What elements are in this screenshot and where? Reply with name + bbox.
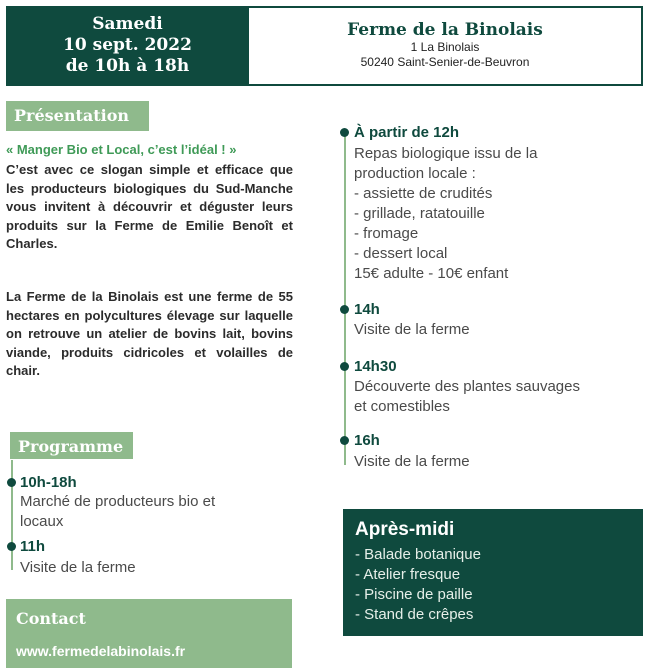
programme-time-2: 11h: [20, 538, 46, 555]
schedule-desc-1-line: - assiette de crudités: [354, 185, 493, 202]
schedule-desc-1-line: production locale :: [354, 165, 476, 182]
schedule-desc-1-line: 15€ adulte - 10€ enfant: [354, 265, 509, 282]
schedule-desc-1-line: - grillade, ratatouille: [354, 205, 485, 222]
afternoon-heading: Après-midi: [355, 519, 455, 540]
date-hours: de 10h à 18h: [65, 56, 190, 76]
presentation-paragraph-2: La Ferme de la Binolais est une ferme de 55 hectares en polycultures élevage sur laquelle on retrouve un atelier de bovins lait, bovins viande, produits cidricoles et volailles de chair.: [6, 289, 293, 378]
contact-heading: Contact: [16, 609, 86, 628]
schedule-time-2: 14h: [354, 301, 380, 318]
programme-desc-1: [20, 492, 215, 532]
afternoon-item: - Piscine de paille: [355, 586, 473, 603]
timeline-dot: [340, 362, 349, 371]
schedule-desc-2: Visite de la ferme: [354, 321, 470, 338]
schedule-timeline-line: [344, 130, 346, 465]
programme-desc-1-line-2: locaux: [20, 513, 64, 530]
website-link[interactable]: www.fermedelabinolais.fr: [16, 643, 186, 659]
schedule-desc-3-line: Découverte des plantes sauvages: [354, 378, 580, 395]
timeline-dot: [7, 478, 16, 487]
schedule-desc-3-line: et comestibles: [354, 398, 450, 415]
timeline-dot: [7, 542, 16, 551]
presentation-paragraph-1: C’est avec ce slogan simple et efficace que les producteurs biologiques du Sud-Manche vous invitent à découvrir et déguster leurs produits sur la Ferme de Emilie Benoît et Charles.: [6, 162, 293, 251]
schedule-desc-1-line: - fromage: [354, 225, 419, 242]
schedule-desc-1: [354, 144, 537, 284]
schedule-time-3: 14h30: [354, 358, 397, 375]
afternoon-item: - Stand de crêpes: [355, 606, 474, 623]
programme-heading: Programme: [10, 432, 133, 459]
programme-desc-1-line-1: Marché de producteurs bio et: [20, 493, 216, 510]
slogan: « Manger Bio et Local, c’est l’idéal ! »: [6, 142, 237, 157]
address-line-2: 50240 Saint-Senier-de-Beuvron: [360, 55, 530, 69]
programme-timeline-line: [11, 460, 13, 570]
programme-time-1: 10h-18h: [20, 474, 77, 491]
programme-desc-2: Visite de la ferme: [20, 559, 136, 576]
timeline-dot: [340, 128, 349, 137]
timeline-dot: [340, 436, 349, 445]
afternoon-item: - Balade botanique: [355, 546, 481, 563]
date-full: 10 sept. 2022: [63, 35, 192, 55]
farm-name: Ferme de la Binolais: [347, 20, 543, 40]
afternoon-activities-box: [343, 509, 643, 636]
schedule-time-1: À partir de 12h: [354, 124, 460, 141]
contact-box: [6, 599, 292, 668]
address-line-1: 1 La Binolais: [410, 40, 480, 54]
schedule-time-4: 16h: [354, 432, 380, 449]
farm-address-box: [249, 6, 643, 86]
event-date-box: [6, 6, 249, 86]
schedule-desc-4: Visite de la ferme: [354, 453, 470, 470]
presentation-heading: Présentation: [6, 101, 149, 131]
afternoon-item: - Atelier fresque: [355, 566, 461, 583]
schedule-desc-3: [354, 377, 580, 417]
timeline-dot: [340, 305, 349, 314]
date-day: Samedi: [92, 14, 163, 34]
schedule-desc-1-line: - dessert local: [354, 245, 448, 262]
schedule-desc-1-line: Repas biologique issu de la: [354, 145, 538, 162]
